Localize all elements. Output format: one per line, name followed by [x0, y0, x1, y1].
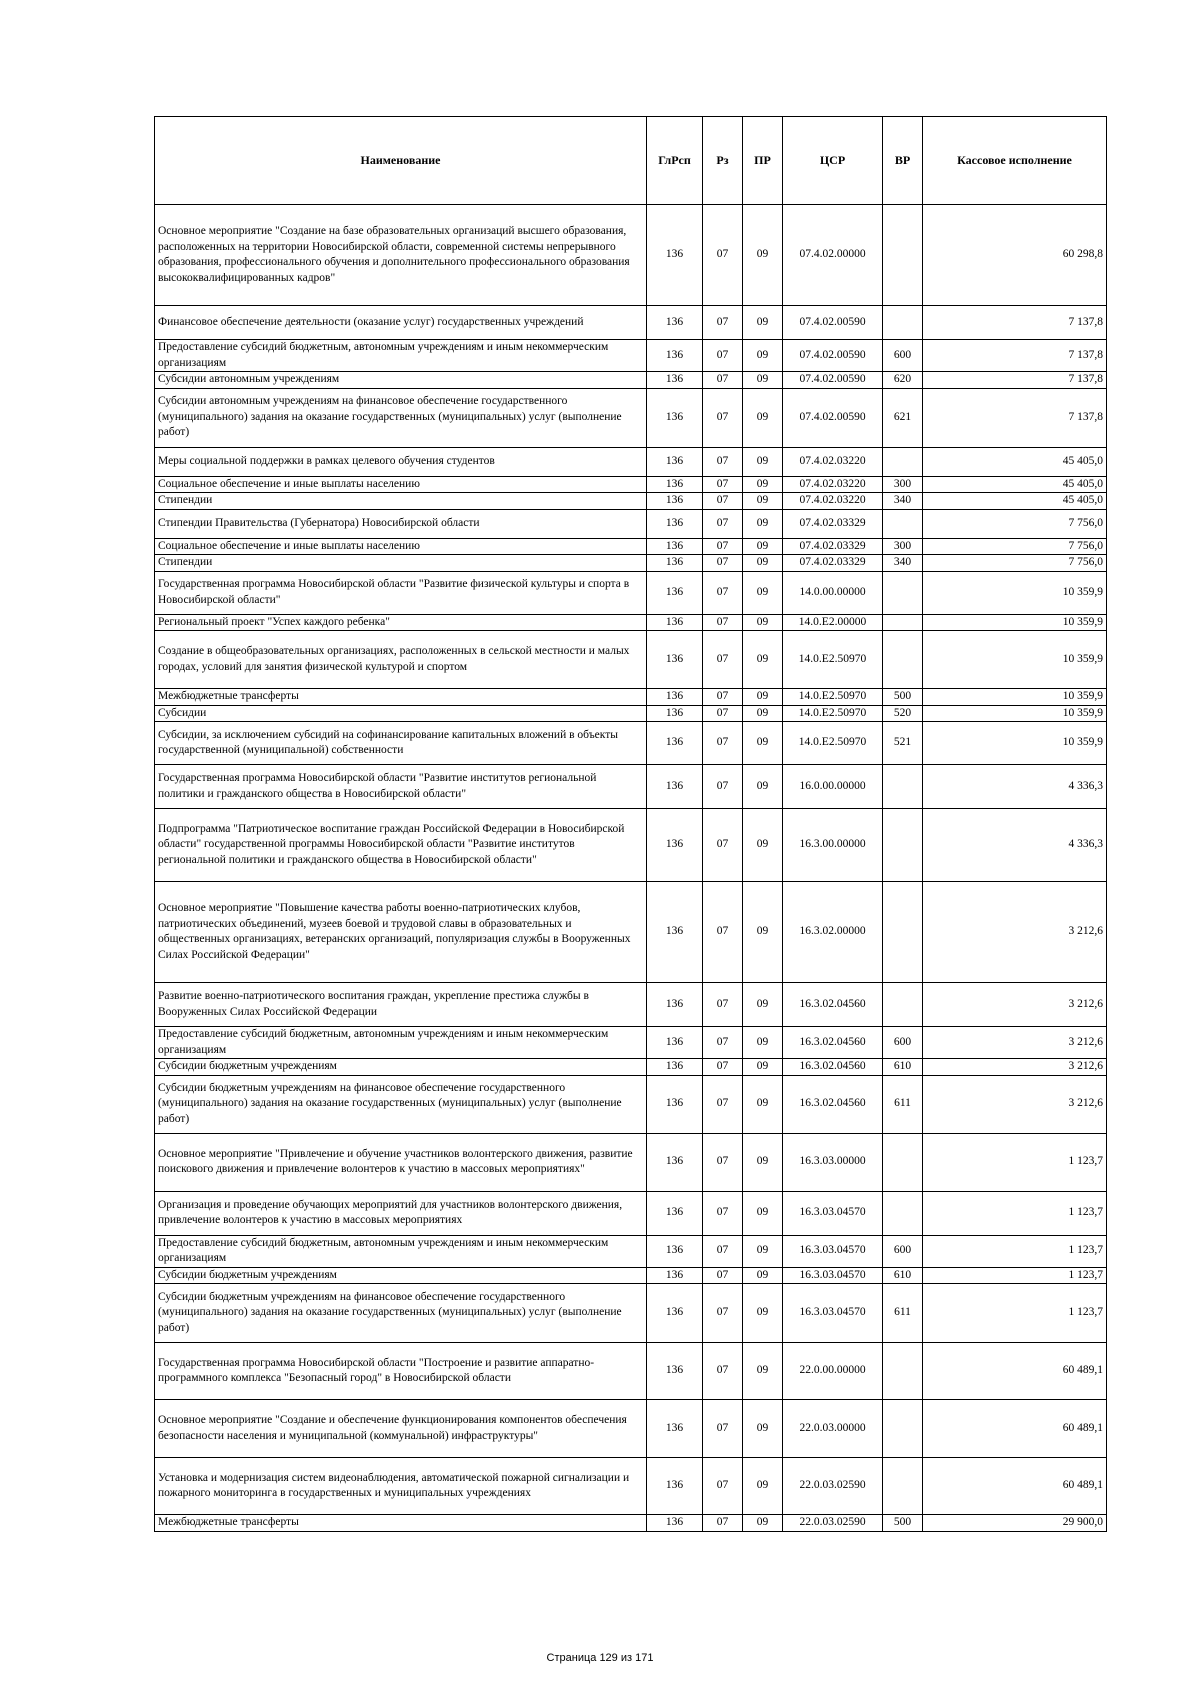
cell-rz: 07 [703, 340, 743, 372]
cell-rz: 07 [703, 809, 743, 882]
table-row [155, 476, 1107, 493]
cell-pr: 09 [743, 614, 783, 631]
cell-vr [883, 509, 923, 538]
cell-vr: 610 [883, 1059, 923, 1076]
table-row [155, 1515, 1107, 1532]
cell-pr: 09 [743, 476, 783, 493]
cell-vr: 600 [883, 340, 923, 372]
cell-vr: 521 [883, 722, 923, 765]
cell-name: Финансовое обеспечение деятельности (оказание услуг) государственных учреждений [155, 306, 647, 340]
cell-rz: 07 [703, 614, 743, 631]
table-row [155, 882, 1107, 983]
cell-amount: 29 900,0 [923, 1515, 1107, 1532]
cell-vr: 300 [883, 476, 923, 493]
cell-pr: 09 [743, 1235, 783, 1267]
cell-amount: 3 212,6 [923, 1075, 1107, 1133]
cell-rz: 07 [703, 509, 743, 538]
cell-amount: 4 336,3 [923, 809, 1107, 882]
table-row [155, 1458, 1107, 1515]
cell-name: Субсидии бюджетным учреждениям на финансовое обеспечение государственного (муниципального) задания на оказание государственных (муниципальных) услуг (выполнение работ) [155, 1284, 647, 1343]
cell-csr: 07.4.02.03329 [783, 555, 883, 572]
table-row [155, 1027, 1107, 1059]
cell-csr: 07.4.02.00590 [783, 372, 883, 389]
cell-rz: 07 [703, 1515, 743, 1532]
cell-rz: 07 [703, 765, 743, 809]
cell-pr: 09 [743, 571, 783, 614]
cell-name: Организация и проведение обучающих мероприятий для участников волонтерского движения, привлечение волонтеров к участию в массовых мероприятиях [155, 1191, 647, 1235]
cell-rz: 07 [703, 983, 743, 1027]
col-header-vr: ВР [883, 117, 923, 205]
cell-csr: 07.4.02.00590 [783, 388, 883, 447]
cell-amount: 60 489,1 [923, 1458, 1107, 1515]
cell-csr: 07.4.02.03220 [783, 476, 883, 493]
cell-vr [883, 614, 923, 631]
budget-table [154, 116, 1107, 1532]
cell-vr [883, 765, 923, 809]
cell-rz: 07 [703, 538, 743, 555]
cell-csr: 16.3.02.04560 [783, 1059, 883, 1076]
cell-csr: 16.3.02.04560 [783, 1075, 883, 1133]
table-row [155, 722, 1107, 765]
cell-amount: 45 405,0 [923, 493, 1107, 510]
cell-glrsp: 136 [647, 340, 703, 372]
cell-name: Основное мероприятие "Создание на базе образовательных организаций высшего образования, расположенных на территории Новосибирской области, современной системы непрерывного образования, профессионального обучения и дополнительного профессионального образования высококвалифицированных кадров" [155, 205, 647, 306]
cell-csr: 16.3.02.04560 [783, 1027, 883, 1059]
cell-rz: 07 [703, 1267, 743, 1284]
cell-vr [883, 306, 923, 340]
cell-glrsp: 136 [647, 476, 703, 493]
cell-pr: 09 [743, 205, 783, 306]
cell-vr: 600 [883, 1235, 923, 1267]
cell-csr: 07.4.02.00590 [783, 306, 883, 340]
cell-name: Государственная программа Новосибирской области "Развитие физической культуры и спорта в Новосибирской области" [155, 571, 647, 614]
cell-amount: 45 405,0 [923, 447, 1107, 476]
cell-pr: 09 [743, 705, 783, 722]
table-row [155, 1284, 1107, 1343]
cell-name: Предоставление субсидий бюджетным, автономным учреждениям и иным некоммерческим организациям [155, 340, 647, 372]
table-row [155, 538, 1107, 555]
cell-csr: 22.0.03.02590 [783, 1515, 883, 1532]
cell-pr: 09 [743, 447, 783, 476]
cell-pr: 09 [743, 1284, 783, 1343]
cell-pr: 09 [743, 340, 783, 372]
cell-glrsp: 136 [647, 1027, 703, 1059]
cell-pr: 09 [743, 1400, 783, 1458]
table-row [155, 1267, 1107, 1284]
table-row [155, 372, 1107, 389]
cell-glrsp: 136 [647, 493, 703, 510]
table-row [155, 340, 1107, 372]
cell-pr: 09 [743, 1458, 783, 1515]
cell-rz: 07 [703, 1458, 743, 1515]
table-row [155, 388, 1107, 447]
cell-vr: 611 [883, 1075, 923, 1133]
cell-vr [883, 1133, 923, 1191]
cell-pr: 09 [743, 555, 783, 572]
cell-rz: 07 [703, 306, 743, 340]
cell-csr: 14.0.E2.00000 [783, 614, 883, 631]
cell-csr: 22.0.00.00000 [783, 1343, 883, 1400]
cell-rz: 07 [703, 571, 743, 614]
cell-glrsp: 136 [647, 555, 703, 572]
cell-rz: 07 [703, 1075, 743, 1133]
cell-name: Основное мероприятие "Создание и обеспечение функционирования компонентов обеспечения безопасности населения и муниципальной (коммунальной) инфраструктуры" [155, 1400, 647, 1458]
cell-csr: 16.3.03.00000 [783, 1133, 883, 1191]
cell-glrsp: 136 [647, 1059, 703, 1076]
cell-rz: 07 [703, 1284, 743, 1343]
cell-glrsp: 136 [647, 1267, 703, 1284]
cell-pr: 09 [743, 809, 783, 882]
cell-csr: 16.3.03.04570 [783, 1191, 883, 1235]
cell-name: Субсидии автономным учреждениям [155, 372, 647, 389]
cell-vr: 610 [883, 1267, 923, 1284]
cell-glrsp: 136 [647, 689, 703, 706]
cell-name: Субсидии [155, 705, 647, 722]
cell-vr [883, 631, 923, 689]
table-row [155, 1400, 1107, 1458]
cell-amount: 3 212,6 [923, 1059, 1107, 1076]
table-body [155, 205, 1107, 1532]
cell-rz: 07 [703, 631, 743, 689]
cell-pr: 09 [743, 722, 783, 765]
cell-pr: 09 [743, 1075, 783, 1133]
cell-rz: 07 [703, 1133, 743, 1191]
cell-vr: 520 [883, 705, 923, 722]
cell-pr: 09 [743, 538, 783, 555]
cell-amount: 4 336,3 [923, 765, 1107, 809]
cell-rz: 07 [703, 555, 743, 572]
cell-glrsp: 136 [647, 1515, 703, 1532]
cell-vr: 340 [883, 493, 923, 510]
cell-csr: 22.0.03.00000 [783, 1400, 883, 1458]
cell-glrsp: 136 [647, 205, 703, 306]
cell-vr [883, 983, 923, 1027]
table-row [155, 765, 1107, 809]
table-row [155, 306, 1107, 340]
cell-rz: 07 [703, 388, 743, 447]
cell-csr: 07.4.02.00590 [783, 340, 883, 372]
cell-glrsp: 136 [647, 1400, 703, 1458]
cell-csr: 07.4.02.03329 [783, 509, 883, 538]
table-row [155, 1059, 1107, 1076]
cell-amount: 45 405,0 [923, 476, 1107, 493]
col-header-amount: Кассовое исполнение [923, 117, 1107, 205]
cell-name: Подпрограмма "Патриотическое воспитание граждан Российской Федерации в Новосибирской области" государственной программы Новосибирской области "Развитие институтов региональной политики и гражданского общества в Новосибирской области" [155, 809, 647, 882]
cell-name: Стипендии [155, 555, 647, 572]
cell-name: Основное мероприятие "Повышение качества работы военно-патриотических клубов, патриотических объединений, музеев боевой и трудовой славы в образовательных и общественных организациях, ветеранских организаций, популяризация службы в Вооруженных Силах Российской Федерации" [155, 882, 647, 983]
cell-amount: 1 123,7 [923, 1235, 1107, 1267]
cell-amount: 1 123,7 [923, 1267, 1107, 1284]
cell-glrsp: 136 [647, 1458, 703, 1515]
cell-csr: 14.0.E2.50970 [783, 705, 883, 722]
cell-glrsp: 136 [647, 447, 703, 476]
table-row [155, 493, 1107, 510]
cell-amount: 60 298,8 [923, 205, 1107, 306]
cell-csr: 07.4.02.00000 [783, 205, 883, 306]
cell-name: Межбюджетные трансферты [155, 1515, 647, 1532]
cell-csr: 16.3.03.04570 [783, 1267, 883, 1284]
cell-csr: 16.3.00.00000 [783, 809, 883, 882]
col-header-rz: Рз [703, 117, 743, 205]
cell-pr: 09 [743, 689, 783, 706]
cell-amount: 1 123,7 [923, 1191, 1107, 1235]
cell-name: Предоставление субсидий бюджетным, автономным учреждениям и иным некоммерческим организациям [155, 1027, 647, 1059]
table-row [155, 705, 1107, 722]
cell-pr: 09 [743, 1027, 783, 1059]
cell-name: Региональный проект "Успех каждого ребенка" [155, 614, 647, 631]
cell-csr: 16.0.00.00000 [783, 765, 883, 809]
table-row [155, 205, 1107, 306]
cell-amount: 7 137,8 [923, 388, 1107, 447]
cell-glrsp: 136 [647, 372, 703, 389]
cell-rz: 07 [703, 493, 743, 510]
cell-rz: 07 [703, 1343, 743, 1400]
cell-name: Субсидии бюджетным учреждениям на финансовое обеспечение государственного (муниципального) задания на оказание государственных (муниципальных) услуг (выполнение работ) [155, 1075, 647, 1133]
cell-glrsp: 136 [647, 1343, 703, 1400]
cell-pr: 09 [743, 1191, 783, 1235]
cell-rz: 07 [703, 1235, 743, 1267]
cell-name: Стипендии Правительства (Губернатора) Новосибирской области [155, 509, 647, 538]
cell-csr: 16.3.03.04570 [783, 1235, 883, 1267]
table-row [155, 571, 1107, 614]
cell-name: Субсидии автономным учреждениям на финансовое обеспечение государственного (муниципального) задания на оказание государственных (муниципальных) услуг (выполнение работ) [155, 388, 647, 447]
cell-name: Создание в общеобразовательных организациях, расположенных в сельской местности и малых городах, условий для занятия физической культурой и спортом [155, 631, 647, 689]
cell-vr [883, 809, 923, 882]
cell-pr: 09 [743, 631, 783, 689]
cell-glrsp: 136 [647, 983, 703, 1027]
cell-pr: 09 [743, 765, 783, 809]
cell-glrsp: 136 [647, 722, 703, 765]
cell-amount: 10 359,9 [923, 571, 1107, 614]
cell-glrsp: 136 [647, 388, 703, 447]
cell-amount: 60 489,1 [923, 1343, 1107, 1400]
cell-amount: 3 212,6 [923, 983, 1107, 1027]
cell-pr: 09 [743, 1343, 783, 1400]
table-row [155, 1191, 1107, 1235]
cell-vr: 340 [883, 555, 923, 572]
cell-glrsp: 136 [647, 1133, 703, 1191]
cell-pr: 09 [743, 306, 783, 340]
cell-glrsp: 136 [647, 1235, 703, 1267]
table-row [155, 1235, 1107, 1267]
cell-amount: 7 137,8 [923, 372, 1107, 389]
table-row [155, 1133, 1107, 1191]
cell-vr [883, 205, 923, 306]
cell-glrsp: 136 [647, 1191, 703, 1235]
cell-rz: 07 [703, 1191, 743, 1235]
cell-glrsp: 136 [647, 538, 703, 555]
cell-name: Субсидии, за исключением субсидий на софинансирование капитальных вложений в объекты государственной (муниципальной) собственности [155, 722, 647, 765]
cell-vr [883, 882, 923, 983]
cell-csr: 16.3.02.04560 [783, 983, 883, 1027]
cell-name: Государственная программа Новосибирской области "Развитие институтов региональной политики и гражданского общества в Новосибирской области" [155, 765, 647, 809]
cell-vr [883, 1343, 923, 1400]
page-number: Страница 129 из 171 [546, 1652, 654, 1664]
cell-pr: 09 [743, 493, 783, 510]
cell-csr: 22.0.03.02590 [783, 1458, 883, 1515]
cell-vr: 611 [883, 1284, 923, 1343]
cell-pr: 09 [743, 1133, 783, 1191]
cell-glrsp: 136 [647, 306, 703, 340]
cell-rz: 07 [703, 205, 743, 306]
cell-amount: 10 359,9 [923, 689, 1107, 706]
cell-rz: 07 [703, 705, 743, 722]
cell-amount: 1 123,7 [923, 1284, 1107, 1343]
cell-pr: 09 [743, 882, 783, 983]
cell-glrsp: 136 [647, 882, 703, 983]
cell-pr: 09 [743, 372, 783, 389]
table-row [155, 614, 1107, 631]
table-row [155, 809, 1107, 882]
table-row [155, 555, 1107, 572]
cell-vr [883, 447, 923, 476]
table-row [155, 509, 1107, 538]
cell-pr: 09 [743, 509, 783, 538]
cell-rz: 07 [703, 1027, 743, 1059]
table-row [155, 447, 1107, 476]
cell-csr: 16.3.03.04570 [783, 1284, 883, 1343]
cell-name: Государственная программа Новосибирской области "Построение и развитие аппаратно-программного комплекса "Безопасный город" в Новосибирской области [155, 1343, 647, 1400]
cell-amount: 10 359,9 [923, 614, 1107, 631]
cell-amount: 3 212,6 [923, 882, 1107, 983]
table-row [155, 1343, 1107, 1400]
cell-rz: 07 [703, 447, 743, 476]
cell-amount: 7 756,0 [923, 555, 1107, 572]
cell-vr [883, 571, 923, 614]
cell-glrsp: 136 [647, 631, 703, 689]
cell-amount: 7 137,8 [923, 340, 1107, 372]
cell-amount: 3 212,6 [923, 1027, 1107, 1059]
col-header-glrsp: ГлРсп [647, 117, 703, 205]
cell-vr: 621 [883, 388, 923, 447]
cell-glrsp: 136 [647, 1284, 703, 1343]
cell-rz: 07 [703, 689, 743, 706]
cell-name: Развитие военно-патриотического воспитания граждан, укрепление престижа службы в Вооруженных Силах Российской Федерации [155, 983, 647, 1027]
cell-vr: 300 [883, 538, 923, 555]
cell-glrsp: 136 [647, 809, 703, 882]
table-row [155, 983, 1107, 1027]
table-row [155, 631, 1107, 689]
cell-glrsp: 136 [647, 614, 703, 631]
cell-rz: 07 [703, 1059, 743, 1076]
col-header-pr: ПР [743, 117, 783, 205]
cell-rz: 07 [703, 722, 743, 765]
cell-name: Субсидии бюджетным учреждениям [155, 1059, 647, 1076]
cell-name: Предоставление субсидий бюджетным, автономным учреждениям и иным некоммерческим организациям [155, 1235, 647, 1267]
cell-csr: 14.0.E2.50970 [783, 689, 883, 706]
cell-pr: 09 [743, 1059, 783, 1076]
cell-rz: 07 [703, 882, 743, 983]
cell-name: Субсидии бюджетным учреждениям [155, 1267, 647, 1284]
cell-csr: 07.4.02.03220 [783, 447, 883, 476]
cell-csr: 07.4.02.03220 [783, 493, 883, 510]
cell-csr: 14.0.E2.50970 [783, 722, 883, 765]
cell-vr: 500 [883, 689, 923, 706]
cell-name: Основное мероприятие "Привлечение и обучение участников волонтерского движения, развитие поискового движения и привлечение волонтеров к участию в массовых мероприятиях" [155, 1133, 647, 1191]
cell-csr: 07.4.02.03329 [783, 538, 883, 555]
cell-glrsp: 136 [647, 765, 703, 809]
cell-vr: 620 [883, 372, 923, 389]
cell-pr: 09 [743, 1515, 783, 1532]
cell-csr: 14.0.E2.50970 [783, 631, 883, 689]
cell-amount: 1 123,7 [923, 1133, 1107, 1191]
cell-name: Социальное обеспечение и иные выплаты населению [155, 476, 647, 493]
cell-vr [883, 1400, 923, 1458]
cell-vr [883, 1458, 923, 1515]
table-header-row [155, 117, 1107, 205]
cell-amount: 7 756,0 [923, 509, 1107, 538]
col-header-name: Наименование [155, 117, 647, 205]
cell-name: Стипендии [155, 493, 647, 510]
cell-pr: 09 [743, 983, 783, 1027]
cell-glrsp: 136 [647, 571, 703, 614]
cell-name: Меры социальной поддержки в рамках целевого обучения студентов [155, 447, 647, 476]
cell-glrsp: 136 [647, 705, 703, 722]
table-row [155, 1075, 1107, 1133]
cell-vr: 500 [883, 1515, 923, 1532]
cell-vr: 600 [883, 1027, 923, 1059]
cell-pr: 09 [743, 1267, 783, 1284]
cell-name: Социальное обеспечение и иные выплаты населению [155, 538, 647, 555]
cell-amount: 7 756,0 [923, 538, 1107, 555]
col-header-csr: ЦСР [783, 117, 883, 205]
cell-rz: 07 [703, 1400, 743, 1458]
table-row [155, 689, 1107, 706]
cell-amount: 10 359,9 [923, 705, 1107, 722]
cell-name: Установка и модернизация систем видеонаблюдения, автоматической пожарной сигнализации и пожарного мониторинга в государственных и муниципальных учреждениях [155, 1458, 647, 1515]
cell-csr: 16.3.02.00000 [783, 882, 883, 983]
cell-name: Межбюджетные трансферты [155, 689, 647, 706]
cell-amount: 7 137,8 [923, 306, 1107, 340]
cell-vr [883, 1191, 923, 1235]
cell-glrsp: 136 [647, 509, 703, 538]
cell-csr: 14.0.00.00000 [783, 571, 883, 614]
cell-glrsp: 136 [647, 1075, 703, 1133]
cell-rz: 07 [703, 372, 743, 389]
cell-amount: 10 359,9 [923, 631, 1107, 689]
cell-amount: 60 489,1 [923, 1400, 1107, 1458]
cell-rz: 07 [703, 476, 743, 493]
cell-pr: 09 [743, 388, 783, 447]
cell-amount: 10 359,9 [923, 722, 1107, 765]
